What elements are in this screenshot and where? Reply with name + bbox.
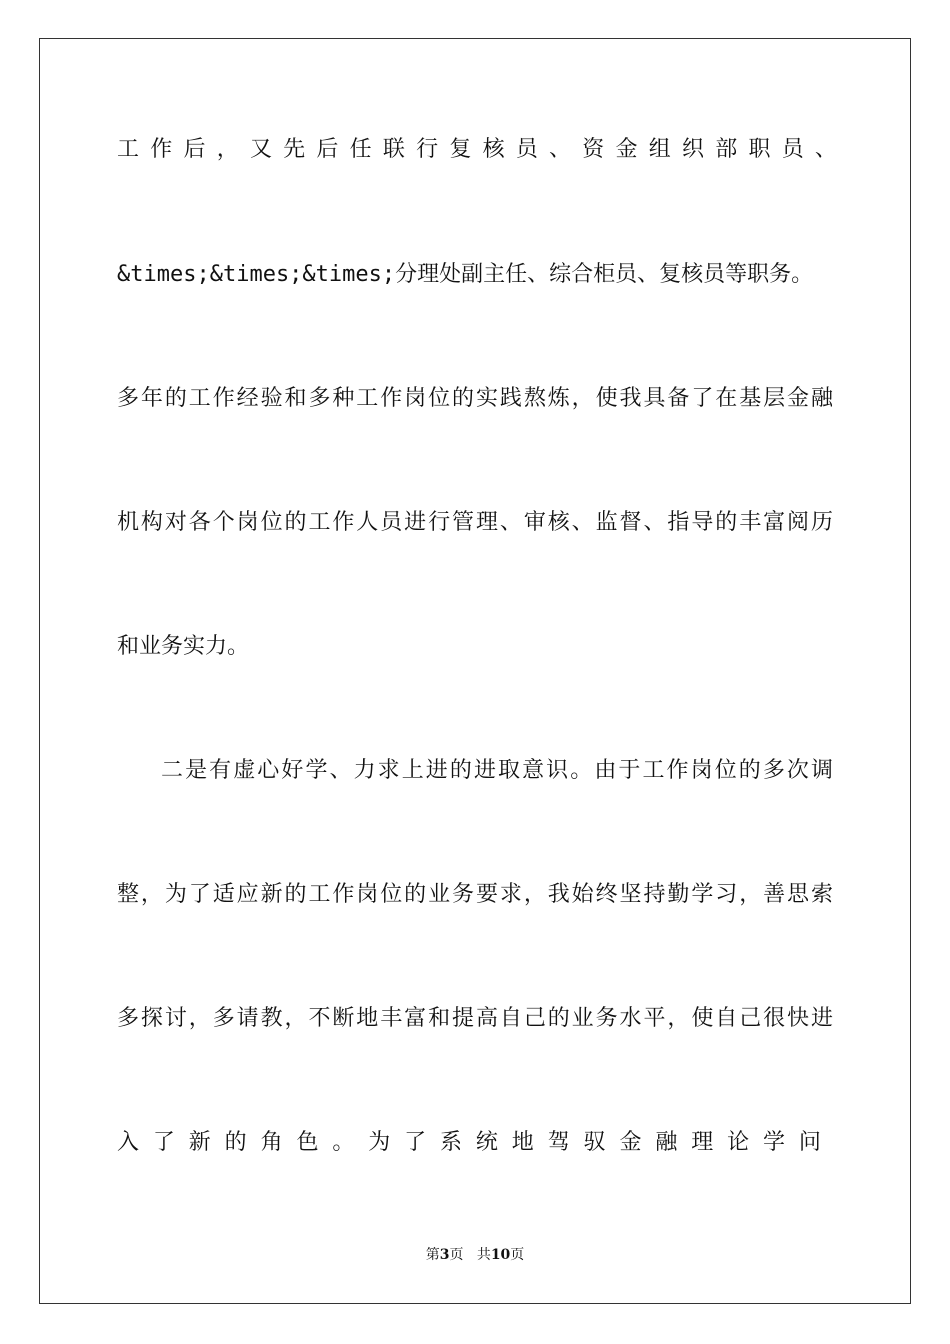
char: 复 (449, 137, 472, 162)
char: 组 (648, 137, 671, 162)
char: 员 (515, 137, 538, 162)
char: 先 (283, 137, 306, 162)
char: 理 (691, 1130, 714, 1155)
char: 金 (615, 137, 638, 162)
total-unit: 页 (510, 1247, 525, 1263)
escaped-entity-text: &times;&times;&times; (117, 262, 396, 287)
text-line-8: 多探讨，多请教，不断地丰富和提高自己的业务水平，使自己很快进 (117, 1006, 833, 1031)
char: 论 (727, 1130, 750, 1155)
char: 驾 (547, 1130, 570, 1155)
char: 后 (183, 137, 206, 162)
text-line-2 (117, 260, 813, 290)
text-line-1 (117, 135, 837, 165)
text-line-3: 多年的工作经验和多种工作岗位的实践熬炼，使我具备了在基层金融 (117, 386, 833, 411)
text-line-5: 和业务实力。 (117, 634, 250, 659)
char: 工 (117, 137, 140, 162)
char: 角 (260, 1130, 283, 1155)
text-line-2-content: 分理处副主任、综合柜员、复核员等职务。 (395, 262, 814, 287)
char: 核 (482, 137, 505, 162)
char: 的 (224, 1130, 247, 1155)
text-line-4: 机构对各个岗位的工作人员进行管理、审核、监督、指导的丰富阅历 (117, 510, 833, 535)
char: 员 (781, 137, 804, 162)
char: 资 (582, 137, 605, 162)
char: 行 (416, 137, 439, 162)
char: 色 (296, 1130, 319, 1155)
char: 为 (368, 1130, 391, 1155)
page-footer (0, 1245, 950, 1265)
text-line-7: 整，为了适应新的工作岗位的业务要求，我始终坚持勤学习，善思索 (117, 882, 833, 907)
char: ， (216, 137, 239, 162)
char: 金 (619, 1130, 642, 1155)
char: 后 (316, 137, 339, 162)
char: 部 (715, 137, 738, 162)
char: 、 (814, 137, 837, 162)
char: 系 (440, 1130, 463, 1155)
page-current: 3 (439, 1247, 450, 1263)
char: 融 (655, 1130, 678, 1155)
page-unit: 页 (449, 1247, 464, 1263)
page-label: 第 (425, 1247, 440, 1263)
char: 统 (475, 1130, 498, 1155)
page-border (39, 38, 911, 1304)
char: 织 (681, 137, 704, 162)
char: 入 (117, 1130, 140, 1155)
page-total: 10 (490, 1247, 511, 1263)
char: 又 (249, 137, 272, 162)
char: 。 (332, 1130, 355, 1155)
char: 了 (152, 1130, 175, 1155)
char: 了 (404, 1130, 427, 1155)
text-line-9 (117, 1128, 821, 1158)
paragraph-2-first-line: 二是有虚心好学、力求上进的进取意识。由于工作岗位的多次调 (161, 758, 833, 783)
char: 、 (549, 137, 572, 162)
char: 地 (511, 1130, 534, 1155)
char: 职 (748, 137, 771, 162)
char: 联 (382, 137, 405, 162)
char: 新 (188, 1130, 211, 1155)
char: 作 (150, 137, 173, 162)
char: 驭 (583, 1130, 606, 1155)
char: 任 (349, 137, 372, 162)
char: 问 (798, 1130, 821, 1155)
char: 学 (763, 1130, 786, 1155)
total-label: 共 (476, 1247, 491, 1263)
